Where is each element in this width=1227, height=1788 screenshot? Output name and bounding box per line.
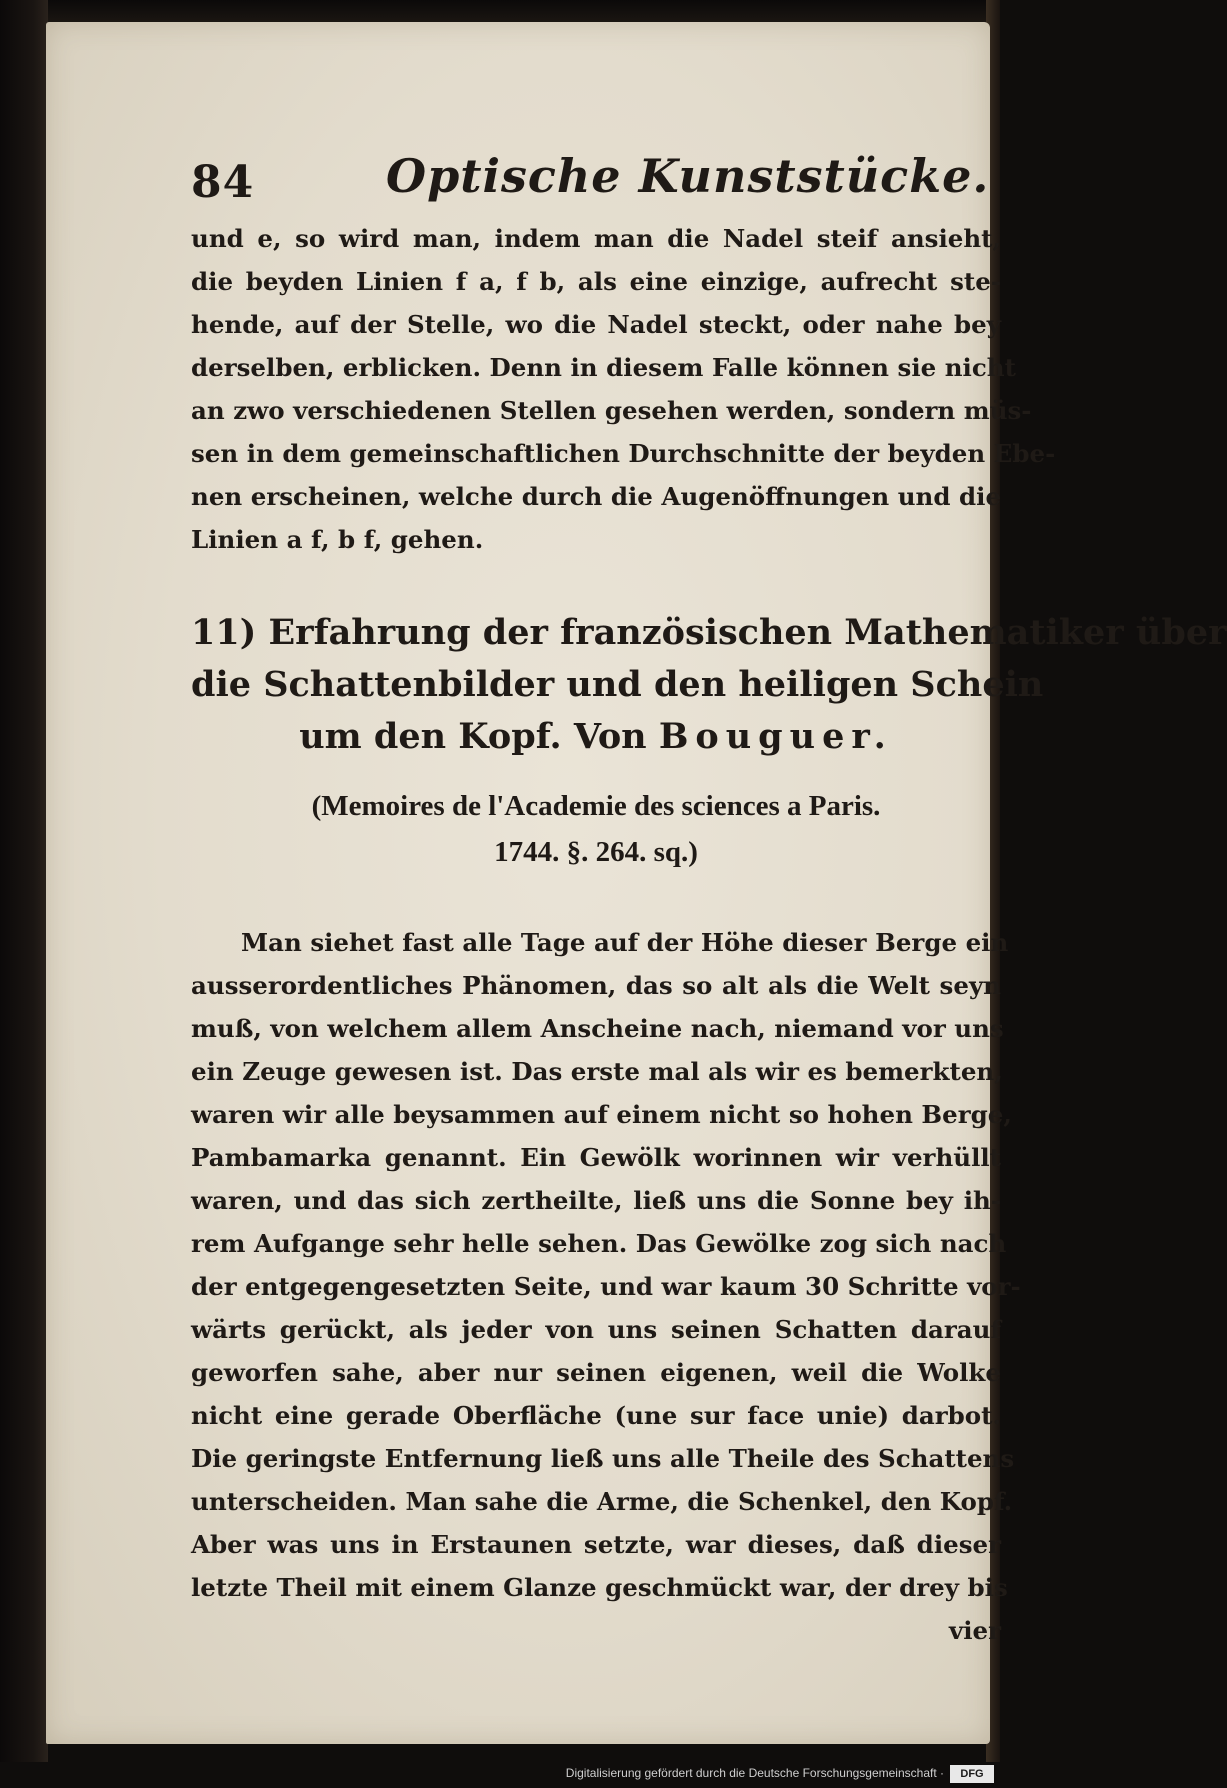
- text-line: hende, auf der Stelle, wo die Nadel steckt, oder nahe bey: [191, 310, 1001, 339]
- running-head: [191, 147, 1001, 217]
- paragraph-main: [191, 921, 1021, 1652]
- text-line: Man siehet fast alle Tage auf der Höhe dieser Berge ein: [241, 928, 1009, 957]
- dfg-logo: DFG: [950, 1765, 994, 1783]
- text-line: ausserordentliches Phänomen, das so alt als die Welt seyn: [191, 971, 1001, 1000]
- text-line: die beyden Linien f a, f b, als eine einzige, aufrecht ste-: [191, 267, 1001, 296]
- text-line: nen erscheinen, welche durch die Augenöffnungen und die: [191, 482, 1002, 511]
- text-line: muß, von welchem allem Anscheine nach, niemand vor uns: [191, 1014, 1004, 1043]
- catchword: vier: [948, 1616, 1001, 1645]
- text-line: geworfen sahe, aber nur seinen eigenen, weil die Wolke: [191, 1358, 1001, 1387]
- text-line: der entgegengesetzten Seite, und war kaum 30 Schritte vor-: [191, 1272, 1021, 1301]
- section-heading: [191, 607, 1227, 763]
- text-line: rem Aufgange sehr helle sehen. Das Gewölke zog sich nach: [191, 1229, 1007, 1258]
- funding-credit: Digitalisierung gefördert durch die Deutsche Forschungsgemeinschaft ·: [565, 1766, 944, 1780]
- text-line: wärts gerückt, als jeder von uns seinen Schatten darauf: [191, 1315, 1001, 1344]
- text-line: derselben, erblicken. Denn in diesem Falle können sie nicht: [191, 353, 1016, 382]
- text-line: unterscheiden. Man sahe die Arme, die Schenkel, den Kopf.: [191, 1487, 1013, 1516]
- reference-line: (Memoires de l'Academie des sciences a Paris.: [311, 790, 881, 822]
- text-line: waren, und das sich zertheilte, ließ uns die Sonne bey ih-: [191, 1186, 1001, 1215]
- digitization-footer: [0, 1762, 1000, 1788]
- running-title: Optische Kunststücke.: [386, 149, 990, 203]
- text-line: an zwo verschiedenen Stellen gesehen werden, sondern müs-: [191, 396, 1032, 425]
- page-content: [191, 147, 1227, 1652]
- text-line: Die geringste Entfernung ließ uns alle Theile des Schattens: [191, 1444, 1015, 1473]
- page-number: 84: [191, 157, 255, 208]
- heading-line: 11) Erfahrung der französischen Mathematiker über: [191, 612, 1227, 653]
- text-line: ein Zeuge gewesen ist. Das erste mal als wir es bemerkten,: [191, 1057, 1003, 1086]
- source-reference: [191, 783, 1001, 875]
- text-line: Aber was uns in Erstaunen setzte, war dieses, daß dieser: [191, 1530, 1001, 1559]
- heading-author: Bouguer.: [658, 716, 893, 757]
- heading-line: die Schattenbilder und den heiligen Schein: [191, 664, 1044, 705]
- text-line: Linien a f, b f, gehen.: [191, 525, 484, 554]
- text-line: und e, so wird man, indem man die Nadel steif ansieht,: [191, 224, 1001, 253]
- reference-line: 1744. §. 264. sq.): [494, 836, 698, 868]
- heading-line: [191, 711, 1001, 763]
- text-line: letzte Theil mit einem Glanze geschmückt war, der drey bis: [191, 1573, 1008, 1602]
- text-line: Pambamarka genannt. Ein Gewölk worinnen wir verhüllt: [191, 1143, 1001, 1172]
- text-line: waren wir alle beysammen auf einem nicht so hohen Berge,: [191, 1100, 1012, 1129]
- paragraph-continued: [191, 217, 1056, 561]
- text-line: sen in dem gemeinschaftlichen Durchschnitte der beyden Ebe-: [191, 439, 1056, 468]
- text-line: nicht eine gerade Oberfläche (une sur face unie) darbot.: [191, 1401, 1001, 1430]
- book-page: [46, 22, 1227, 1744]
- scan-edge-left: [0, 0, 48, 1788]
- heading-line-prefix: um den Kopf. Von: [299, 716, 659, 757]
